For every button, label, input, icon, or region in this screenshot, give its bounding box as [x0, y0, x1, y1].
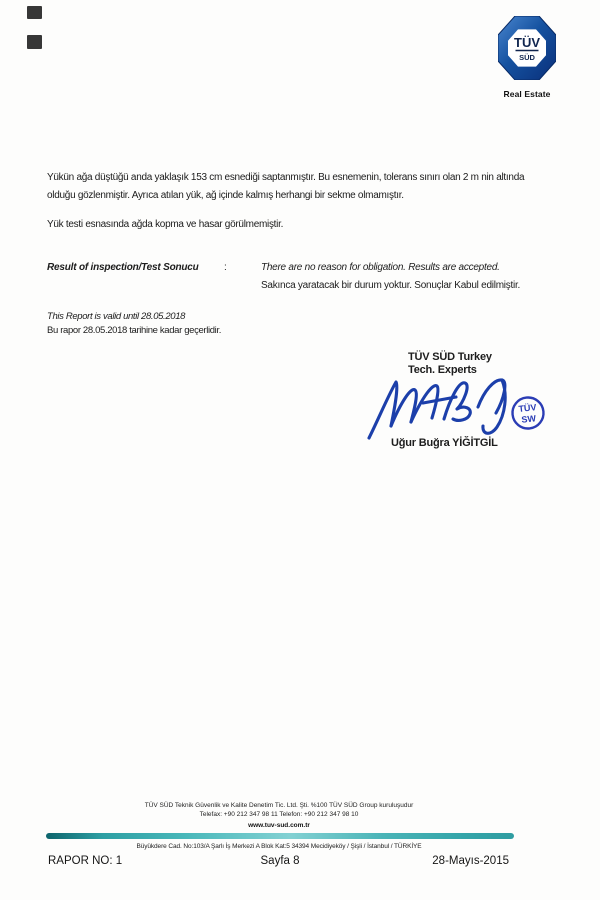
body-paragraph-1 — [47, 169, 524, 204]
logo-caption: Real Estate — [503, 89, 551, 99]
svg-text:TÜV: TÜV — [518, 402, 537, 414]
signature-team: Tech. Experts — [408, 364, 477, 376]
footer-website: www.tuv-sud.com.tr — [248, 822, 310, 829]
result-value-turkish: Sakınca yaratacak bir durum yoktur. Sonuçlar Kabul edilmiştir. — [261, 280, 521, 291]
svg-text:SW: SW — [520, 413, 537, 425]
footer-divider-bar — [46, 833, 514, 839]
body-paragraph-2: Yük testi esnasında ağda kopma ve hasar görülmemiştir. — [47, 219, 284, 230]
footer-report-number: RAPOR NO: 1 — [48, 855, 123, 867]
result-value-english: There are no reason for obligation. Results are accepted. — [261, 262, 500, 273]
result-colon: : — [224, 262, 227, 273]
signature-organization: TÜV SÜD Turkey — [408, 351, 492, 363]
handwritten-signature-icon — [366, 372, 518, 444]
validity-line-turkish: Bu rapor 28.05.2018 tarihine kadar geçerlidir. — [47, 325, 222, 336]
round-stamp-icon — [507, 392, 549, 434]
tuv-sud-octagon-icon — [498, 16, 556, 80]
footer-address-line: Büyükdere Cad. No:103/A Şarlı İş Merkezi A Blok Kat:5 34394 Mecidiyeköy / Şişli / İstanbul / TÜRKİYE — [136, 843, 422, 850]
signature-name: Uğur Buğra YİĞİTGİL — [391, 437, 498, 449]
footer-page-number: Sayfa 8 — [260, 855, 300, 867]
scan-artifact-mark — [27, 6, 42, 19]
tuv-sud-logo — [496, 16, 558, 99]
footer-company-line: TÜV SÜD Teknik Güvenlik ve Kalite Denetim Tic. Ltd. Şti. %100 TÜV SÜD Group kuruluşudur — [144, 802, 414, 809]
scan-artifact-mark — [27, 35, 42, 49]
result-label: Result of inspection/Test Sonucu — [47, 262, 199, 273]
footer-phone-line: Telefax: +90 212 347 98 11 Telefon: +90 212 347 98 10 — [199, 811, 359, 818]
body-paragraph-1-line-1: Yükün ağa düştüğü anda yaklaşık 153 cm esnediği saptanmıştır. Bu esnemenin, tolerans sınırı olan 2 m nin altında — [47, 172, 525, 183]
svg-text:SÜD: SÜD — [519, 53, 535, 62]
validity-line-english: This Report is valid until 28.05.2018 — [47, 311, 186, 322]
svg-text:TÜV: TÜV — [514, 35, 540, 50]
body-paragraph-1-line-2: olduğu gözlenmiştir. Ayrıca atılan yük, ağ içinde kalmış herhangi bir sekme olmamıştır. — [47, 189, 404, 201]
footer-date: 28-Mayıs-2015 — [432, 855, 509, 867]
